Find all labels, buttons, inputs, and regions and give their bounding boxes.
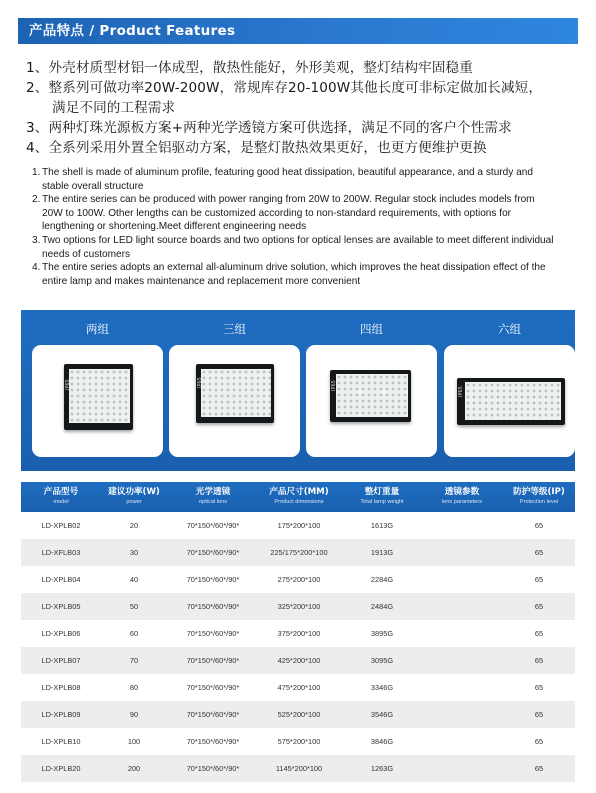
table-cell: 70*150*/60*/90* xyxy=(186,629,240,638)
feature-en-line: lengthening or shortening.Meet different engineering needs xyxy=(42,221,307,233)
section-title-bar xyxy=(18,18,578,44)
table-row xyxy=(21,728,575,755)
table-cell: 65 xyxy=(534,629,544,638)
feature-en-line: stable overall structure xyxy=(42,180,144,192)
table-header-cn: 建议功率(W) xyxy=(108,487,160,497)
feature-en-number: 4. xyxy=(32,262,41,274)
led-lens-panel xyxy=(465,382,561,421)
table-header-cn: 整灯重量 xyxy=(364,487,400,497)
table-row xyxy=(21,566,575,593)
table-cell: 70*150*/60*/90* xyxy=(186,656,240,665)
features-en-list xyxy=(32,166,587,288)
table-header-cn: 产品型号 xyxy=(43,487,79,497)
led-lens-panel xyxy=(336,374,408,417)
lamp-groups-panel xyxy=(21,310,575,471)
table-cell: 70*150*/60*/90* xyxy=(186,764,240,773)
table-cell: 65 xyxy=(534,521,544,530)
table-cell: 1263G xyxy=(370,764,394,773)
table-row xyxy=(21,620,575,647)
table-row xyxy=(21,647,575,674)
table-cell: 90 xyxy=(129,710,139,719)
table-cell: 65 xyxy=(534,737,544,746)
ip-rating-tag: IP65 xyxy=(197,376,203,388)
feature-cn-item: 2、整系列可做功率20W-200W，常规库存20-100W其他长度可非标定做加长减短， xyxy=(26,80,543,96)
table-row xyxy=(21,539,575,566)
ip-rating-tag: IP65 xyxy=(458,385,464,397)
table-cell: 70*150*/60*/90* xyxy=(186,737,240,746)
table-cell: 65 xyxy=(534,683,544,692)
table-header-en: Protection level xyxy=(519,499,559,505)
ip-rating-tag: IP65 xyxy=(65,379,71,391)
table-cell: 3546G xyxy=(370,710,394,719)
led-lens-panel xyxy=(201,369,270,417)
table-cell: LD-XPLB02 xyxy=(41,521,81,530)
table-cell: 2484G xyxy=(370,602,394,611)
table-cell: 70*150*/60*/90* xyxy=(186,548,240,557)
table-cell: 70*150*/60*/90* xyxy=(186,710,240,719)
floodlight-image xyxy=(457,378,565,425)
table-cell: LD-XPLB09 xyxy=(41,710,81,719)
table-cell: 3846G xyxy=(370,737,394,746)
feature-en-line: The shell is made of aluminum profile, featuring good heat dissipation, beautiful appearance, and a sturdy and xyxy=(42,167,533,178)
table-cell: LD-XFLB03 xyxy=(41,548,81,557)
table-cell: 100 xyxy=(127,737,141,746)
features-cn-list xyxy=(26,58,581,158)
table-cell: 1613G xyxy=(370,521,394,530)
table-row xyxy=(21,755,575,782)
table-header-cn: 防护等级(IP) xyxy=(513,487,565,497)
table-cell: 475*200*100 xyxy=(277,683,321,692)
lamp-image-card xyxy=(444,345,575,457)
table-cell: 200 xyxy=(127,764,141,773)
table-cell: 70*150*/60*/90* xyxy=(186,602,240,611)
table-cell: 175*200*100 xyxy=(277,521,321,530)
feature-cn-item: 4、全系列采用外置全铝驱动方案，是整灯散热效果更好，也更方便维护更换 xyxy=(26,140,487,156)
lamp-group-label: 三组 xyxy=(223,322,246,336)
lamp-group xyxy=(306,310,437,471)
table-cell: 65 xyxy=(534,602,544,611)
table-cell: 325*200*100 xyxy=(277,602,321,611)
table-cell: 50 xyxy=(129,602,139,611)
table-cell: 225/175*200*100 xyxy=(270,548,328,557)
table-cell: 3895G xyxy=(370,629,394,638)
feature-en-number: 1. xyxy=(32,167,41,178)
table-cell: 525*200*100 xyxy=(277,710,321,719)
table-cell: 20 xyxy=(129,521,139,530)
table-cell: 40 xyxy=(129,575,139,584)
feature-en-item xyxy=(32,261,587,288)
floodlight-image xyxy=(64,364,133,430)
table-header-en: Total lamp weight xyxy=(360,499,404,505)
feature-cn-item-continuation: 满足不同的工程需求 xyxy=(52,100,176,116)
table-cell: 70*150*/60*/90* xyxy=(186,683,240,692)
table-cell: 3095G xyxy=(370,656,394,665)
table-row xyxy=(21,674,575,701)
lamp-group xyxy=(32,310,163,471)
table-cell: 1145*200*100 xyxy=(275,764,323,773)
feature-en-item xyxy=(32,193,587,234)
table-cell: 70 xyxy=(129,656,139,665)
lamp-group xyxy=(169,310,300,471)
floodlight-image xyxy=(330,370,411,422)
table-cell: LD-XPLB05 xyxy=(41,602,81,611)
table-cell: 65 xyxy=(534,548,544,557)
feature-en-item xyxy=(32,166,587,193)
table-cell: 80 xyxy=(129,683,139,692)
table-cell: 65 xyxy=(534,656,544,665)
table-cell: LD-XPLB04 xyxy=(41,575,81,584)
spec-table-body xyxy=(21,512,575,782)
table-row xyxy=(21,593,575,620)
lamp-group-label: 两组 xyxy=(86,322,109,336)
feature-cn-item: 3、两种灯珠光源板方案+两种光学透镜方案可供选择，满足不同的客户个性需求 xyxy=(26,120,512,136)
section-title: 产品特点 / Product Features xyxy=(29,23,236,39)
feature-en-line: The entire series can be produced with power ranging from 20W to 200W. Regular stock includes models from xyxy=(42,194,535,206)
feature-en-line: needs of customers xyxy=(42,248,131,260)
feature-en-line: entire lamp and makes maintenance and replacement more convenient xyxy=(42,275,361,287)
table-cell: 65 xyxy=(534,710,544,719)
table-header-en: lens parameters xyxy=(441,499,483,505)
table-cell: 70*150*/60*/90* xyxy=(186,575,240,584)
table-cell: LD-XPLB10 xyxy=(41,737,81,746)
spec-table xyxy=(21,482,575,782)
table-cell: 2284G xyxy=(370,575,394,584)
table-header-en: model xyxy=(53,499,69,505)
spec-table-header xyxy=(21,482,575,512)
lamp-group-label: 六组 xyxy=(498,322,521,336)
lamp-image-card xyxy=(306,345,437,457)
table-cell: LD-XPLB07 xyxy=(41,656,81,665)
table-cell: 575*200*100 xyxy=(277,737,321,746)
table-header-cn: 光学透镜 xyxy=(195,487,231,497)
led-lens-panel xyxy=(69,369,130,423)
table-row xyxy=(21,701,575,728)
lamp-image-card xyxy=(32,345,163,457)
table-cell: 425*200*100 xyxy=(277,656,321,665)
table-cell: 70*150*/60*/90* xyxy=(186,521,240,530)
table-cell: 3346G xyxy=(370,683,394,692)
feature-en-line: The entire series adopts an external all-aluminum drive solution, which improves the heat dissipation effect of the xyxy=(42,262,546,274)
table-cell: 375*200*100 xyxy=(277,629,321,638)
feature-en-number: 2. xyxy=(32,194,41,206)
lamp-image-card xyxy=(169,345,300,457)
feature-cn-item: 1、外壳材质型材铝一体成型，散热性能好，外形美观，整灯结构牢固稳重 xyxy=(26,60,473,76)
feature-en-number: 3. xyxy=(32,234,41,246)
table-header-en: optical lens xyxy=(199,499,227,505)
table-cell: 65 xyxy=(534,575,544,584)
table-cell: LD-XPLB06 xyxy=(41,629,81,638)
feature-en-line: Two options for LED light source boards and two options for optical lenses are available to meet different individual xyxy=(42,234,554,246)
floodlight-image xyxy=(196,364,274,423)
feature-en-item xyxy=(32,234,587,261)
table-header-cell xyxy=(489,487,589,506)
table-header-cell xyxy=(163,487,263,506)
lamp-group xyxy=(444,310,575,471)
table-cell: LD-XPLB20 xyxy=(41,764,81,773)
table-header-cn: 产品尺寸(MM) xyxy=(269,487,329,497)
table-cell: 1913G xyxy=(370,548,394,557)
table-cell: LD-XPLB08 xyxy=(41,683,81,692)
table-cell: 275*200*100 xyxy=(277,575,321,584)
table-cell: 60 xyxy=(129,629,139,638)
lamp-group-label: 四组 xyxy=(360,322,383,336)
table-row xyxy=(21,512,575,539)
table-cell: 65 xyxy=(534,764,544,773)
table-header-en: Product dimensions xyxy=(274,499,324,505)
ip-rating-tag: IP65 xyxy=(331,379,337,391)
table-header-en: power xyxy=(126,499,142,505)
feature-en-line: 20W to 100W. Other lengths can be customized according to non-standard requirements, with options for xyxy=(42,207,512,219)
table-cell: 30 xyxy=(129,548,139,557)
table-header-cn: 透镜参数 xyxy=(444,487,480,497)
